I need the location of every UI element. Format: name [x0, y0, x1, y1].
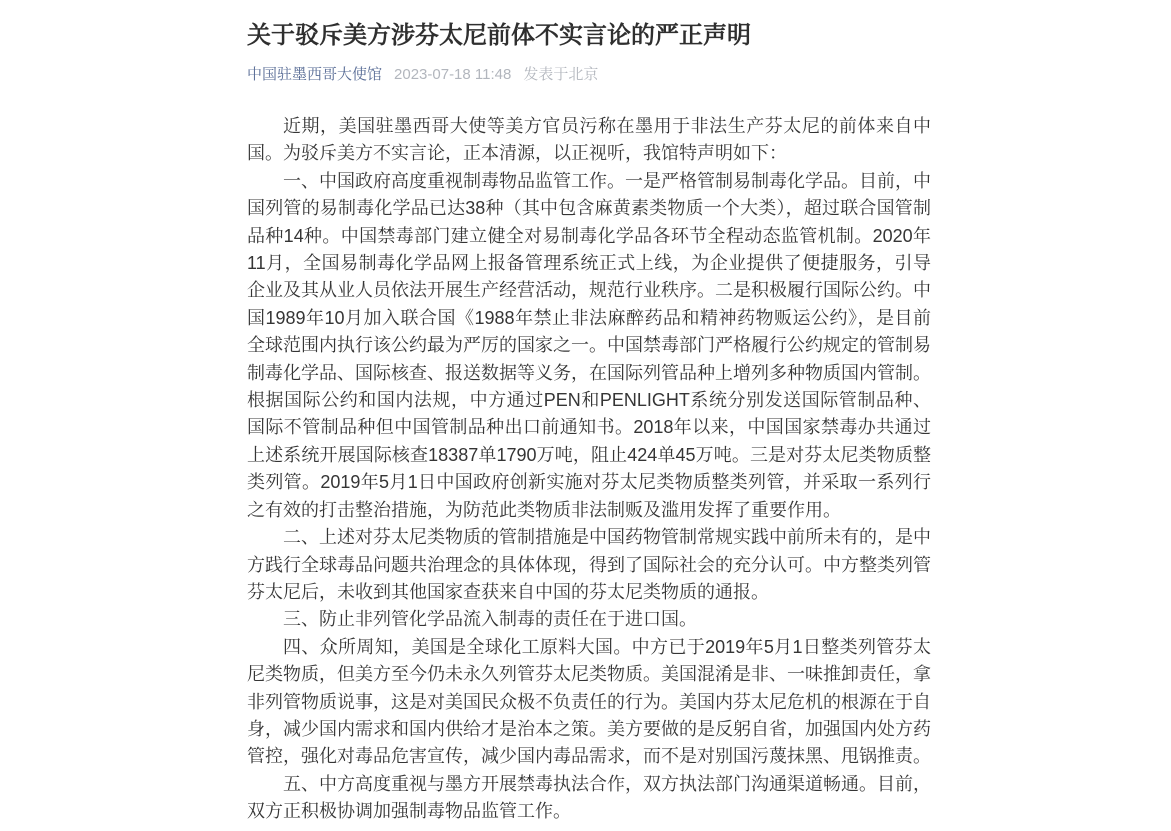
article-paragraph: 三、防止非列管化学品流入制毒的责任在于进口国。 — [283, 609, 697, 630]
article-paragraph: 一、中国政府高度重视制毒物品监管工作。一是严格管制易制毒化学品。目前，中国列管的易制毒化学品已达38种（其中包含麻黄素类物质一个大类），超过联合国管制品种14种。中国禁毒部门建立健全对易制毒化学品各环节全程动态监管机制。2020年11月，全国易制毒化学品网上报备管理系统正式上线，为企业提供了便捷服务，引导企业及其从业人员依法开展生产经营活动，规范行业秩序。二是积极履行国际公约。中国1989年10月加入联合国《1988年禁止非法麻醉药品和精神药物贩运公约》，是目前全球范围内执行该公约最为严厉的国家之一。中国禁毒部门严格履行公约规定的管制易制毒化学品、国际核查、报送数据等义务，在国际列管品种上增列多种物质国内管制。根据国际公约和国内法规，中方通过PEN和PENLIGHT系统分别发送国际管制品种、国际不管制品种但中国管制品种出口前通知书。2018年以来，中国国家禁毒办共通过上述系统开展国际核查18387单1790万吨，阻止424单45万吨。三是对芬太尼类物质整类列管。2019年5月1日中国政府创新实施对芬太尼类物质整类列管，并采取一系列行之有效的打击整治措施，为防范此类物质非法制贩及滥用发挥了重要作用。 — [247, 170, 931, 520]
article-paragraph: 四、众所周知，美国是全球化工原料大国。中方已于2019年5月1日整类列管芬太尼类物质，但美方至今仍未永久列管芬太尼类物质。美国混淆是非、一味推卸责任，拿非列管物质说事，这是对美国民众极不负责任的行为。美国内芬太尼危机的根源在于自身，减少国内需求和国内供给才是治本之策。美方要做的是反躬自省，加强国内处方药管控，强化对毒品危害宣传，减少国内毒品需求，而不是对别国污蔑抹黑、甩锅推责。 — [247, 636, 931, 767]
article-paragraph: 近期，美国驻墨西哥大使等美方官员污称在墨用于非法生产芬太尼的前体来自中国。为驳斥美方不实言论，正本清源，以正视听，我馆特声明如下： — [247, 116, 931, 164]
publisher-link[interactable]: 中国驻墨西哥大使馆 — [247, 66, 383, 83]
article-paragraph: 五、中方高度重视与墨方开展禁毒执法合作，双方执法部门沟通渠道畅通。目前，双方正积极协调加强制毒物品监管工作。 — [247, 773, 931, 822]
publish-timestamp: 2023-07-18 11:48 — [394, 66, 512, 83]
publish-location: 发表于北京 — [523, 66, 599, 83]
article-body — [247, 113, 931, 826]
byline — [247, 64, 931, 85]
page-title: 关于驳斥美方涉芬太尼前体不实言论的严正声明 — [247, 22, 751, 49]
article-paragraph: 二、上述对芬太尼类物质的管制措施是中国药物管制常规实践中前所未有的，是中方践行全球毒品问题共治理念的具体体现，得到了国际社会的充分认可。中方整类列管芬太尼后，未收到其他国家查获来自中国的芬太尼类物质的通报。 — [247, 527, 931, 602]
